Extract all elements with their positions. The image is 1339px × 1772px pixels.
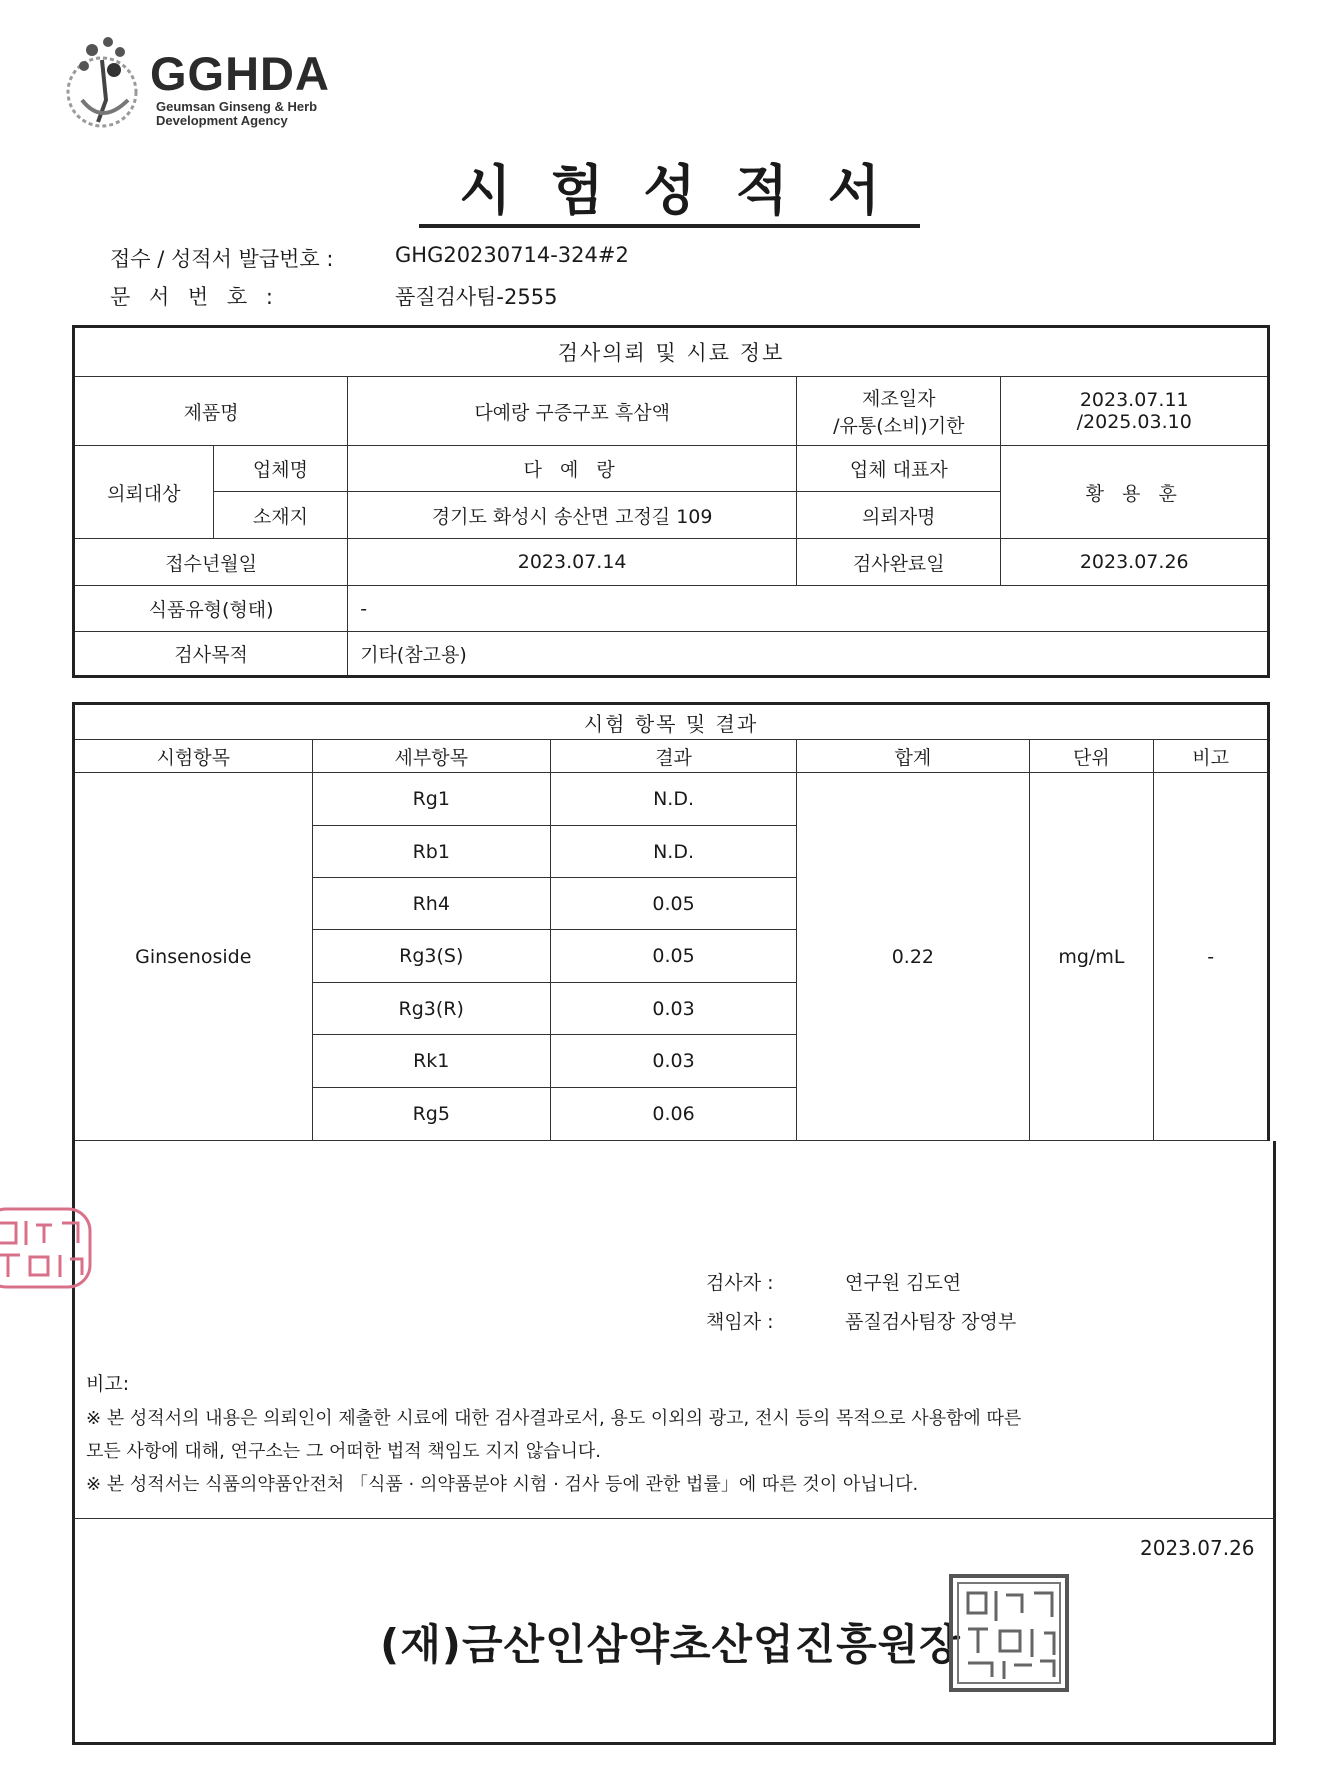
result-value: 0.06 <box>550 1088 796 1141</box>
company-value: 다 예 랑 <box>348 446 797 492</box>
inspector-label: 검사자 : <box>706 1272 774 1294</box>
manager-value: 품질검사팀장 장영부 <box>845 1311 1017 1333</box>
result-value: 0.05 <box>550 930 796 983</box>
received-value: 2023.07.14 <box>348 539 797 586</box>
foodtype-value: - <box>348 586 1269 632</box>
issue-number-label: 접수 / 성적서 발급번호 : <box>110 247 334 271</box>
date-value <box>1001 377 1269 446</box>
doc-number-value: 품질검사팀-2555 <box>395 285 558 309</box>
manufacture-date: 2023.07.11 <box>1079 389 1189 411</box>
unit-value: mg/mL <box>1029 773 1154 1141</box>
col-remark: 비고 <box>1154 740 1269 773</box>
table-row <box>74 773 1269 826</box>
official-seal-icon <box>948 1573 1070 1693</box>
foodtype-label: 식품유형(형태) <box>74 586 348 632</box>
col-unit: 단위 <box>1029 740 1154 773</box>
note-line-2: 모든 사항에 대해, 연구소는 그 어떠한 법적 책임도 지지 않습니다. <box>86 1441 602 1462</box>
completed-label: 검사완료일 <box>797 539 1001 586</box>
logo-subtitle <box>156 100 317 128</box>
note-line-1: ※ 본 성적서의 내용은 의뢰인이 제출한 시료에 대한 검사결과로서, 용도 이외의 광고, 전시 등의 목적으로 사용함에 따른 <box>86 1408 1022 1429</box>
title-text: 시험성적서 <box>419 159 920 228</box>
notes-label: 비고: <box>86 1373 130 1395</box>
product-label: 제품명 <box>74 377 348 446</box>
product-value: 다예랑 구증구포 흑삼액 <box>348 377 797 446</box>
date-label <box>797 377 1001 446</box>
col-test-item: 시험항목 <box>74 740 313 773</box>
company-label: 업체명 <box>213 446 348 492</box>
total-value: 0.22 <box>797 773 1029 1141</box>
agency-logo <box>62 30 352 140</box>
inspector-value: 연구원 김도연 <box>845 1272 962 1294</box>
issuer-name: (재)금산인삼약초산업진흥원장 <box>380 1620 961 1669</box>
sub-item: Rh4 <box>312 878 550 930</box>
sub-item: Rk1 <box>312 1035 550 1088</box>
completed-value: 2023.07.26 <box>1001 539 1269 586</box>
purpose-label: 검사목적 <box>74 632 348 677</box>
page-title <box>0 148 1339 225</box>
result-value: N.D. <box>550 773 796 826</box>
rep-value: 황 용 훈 <box>1001 446 1269 539</box>
result-value: 0.05 <box>550 878 796 930</box>
sub-item: Rg3(S) <box>312 930 550 983</box>
received-label: 접수년월일 <box>74 539 348 586</box>
logo-subtitle-line1: Geumsan Ginseng & Herb <box>156 99 318 114</box>
expiry-date: /2025.03.10 <box>1076 411 1192 433</box>
logo-name: GGHDA <box>150 47 330 100</box>
info-header: 검사의뢰 및 시료 정보 <box>74 327 1269 377</box>
issue-number-value: GHG20230714-324#2 <box>395 243 629 267</box>
requester-label: 의뢰자명 <box>797 492 1001 539</box>
client-label: 의뢰대상 <box>74 446 214 539</box>
ginseng-logo-icon <box>62 30 142 135</box>
results-table <box>72 702 1270 1141</box>
manager-label: 책임자 : <box>706 1311 774 1333</box>
sample-info-table <box>72 325 1270 678</box>
date-label-line1: 제조일자 <box>862 388 936 410</box>
sub-item: Rg3(R) <box>312 983 550 1035</box>
address-value: 경기도 화성시 송산면 고정길 109 <box>348 492 797 539</box>
col-result: 결과 <box>550 740 796 773</box>
issue-date: 2023.07.26 <box>1140 1536 1255 1560</box>
sub-item: Rg1 <box>312 773 550 826</box>
results-header: 시험 항목 및 결과 <box>74 704 1269 740</box>
result-value: 0.03 <box>550 983 796 1035</box>
doc-number-label: 문 서 번 호 : <box>110 285 279 309</box>
result-value: 0.03 <box>550 1035 796 1088</box>
col-sub-item: 세부항목 <box>312 740 550 773</box>
results-column-headers <box>74 740 1269 773</box>
purpose-value: 기타(참고용) <box>348 632 1269 677</box>
sub-item: Rg5 <box>312 1088 550 1141</box>
note-line-3: ※ 본 성적서는 식품의약품안전처 「식품 · 의약품분야 시험 · 검사 등에 관한 법률」에 따른 것이 아닙니다. <box>86 1474 919 1495</box>
remark-value: - <box>1154 773 1269 1141</box>
red-seal-icon <box>0 1205 94 1291</box>
sub-item: Rb1 <box>312 826 550 878</box>
rep-label: 업체 대표자 <box>797 446 1001 492</box>
date-label-line2: /유통(소비)기한 <box>833 415 965 437</box>
logo-subtitle-line2: Development Agency <box>156 113 288 128</box>
result-value: N.D. <box>550 826 796 878</box>
address-label: 소재지 <box>213 492 348 539</box>
col-total: 합계 <box>797 740 1029 773</box>
test-item: Ginsenoside <box>74 773 313 1141</box>
